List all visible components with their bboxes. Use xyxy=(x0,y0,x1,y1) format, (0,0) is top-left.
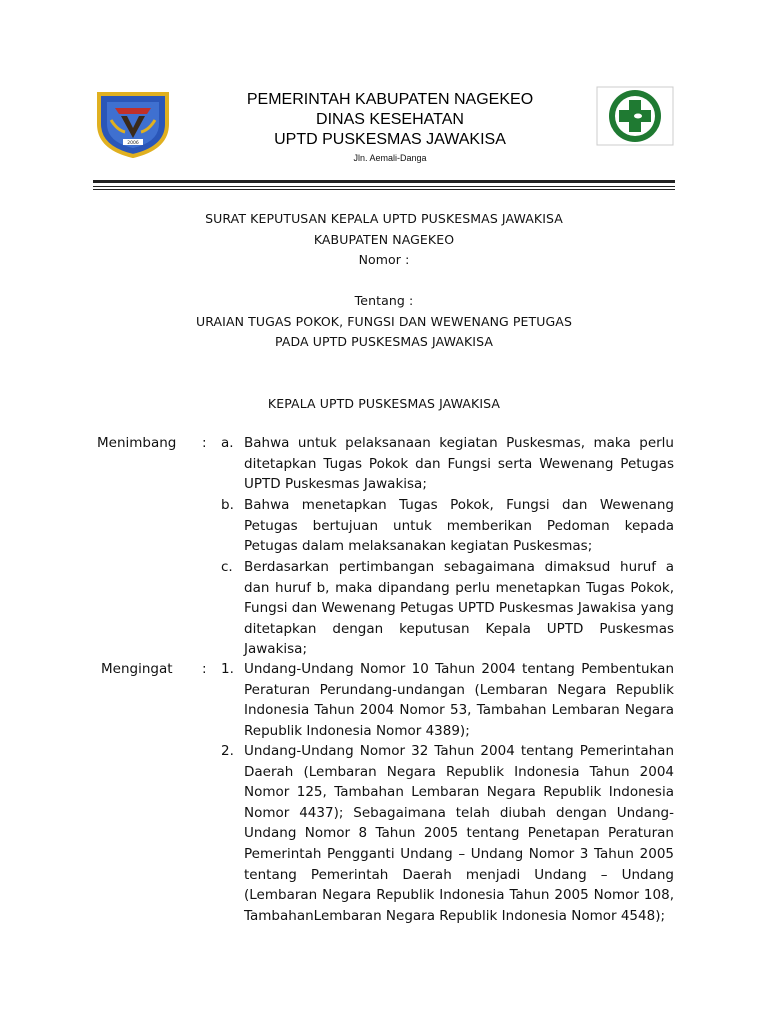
menimbang-item-c: Berdasarkan pertimbangan sebagaimana dimaksud huruf a dan huruf b, maka dipandang perlu menetapkan Tugas Pokok, Fungsi dan Wewenang Petugas UPTD Puskesmas Jawakisa yang ditetapkan dengan keputusan Kepala UPTD Puskesmas Jawakisa; xyxy=(244,559,674,658)
menimbang-marker-c: c. xyxy=(221,559,233,575)
mengingat-marker-1: 1. xyxy=(221,661,234,677)
menimbang-item-b: Bahwa menetapkan Tugas Pokok, Fungsi dan Wewenang Petugas bertujuan untuk memberikan Pedoman kepada Petugas dalam melaksanakan kegiatan Puskesmas; xyxy=(244,497,674,555)
mengingat-item-1: Undang-Undang Nomor 10 Tahun 2004 tentang Pembentukan Peraturan Perundang-undangan (Lembaran Negara Republik Indonesia Tahun 2004 Nomor 53, Tambahan Lembaran Negara Republik Indonesia Nomor 4389); xyxy=(244,661,674,739)
letterhead-department: DINAS KESEHATAN xyxy=(316,111,464,128)
menimbang-item-a: Bahwa untuk pelaksanaan kegiatan Puskesmas, maka perlu ditetapkan Tugas Pokok dan Fungsi serta Wewenang Petugas UPTD Puskesmas Jawakisa; xyxy=(244,435,674,493)
decree-issuer: KEPALA UPTD PUSKESMAS JAWAKISA xyxy=(267,396,501,411)
menimbang-marker-a: a. xyxy=(221,435,234,451)
logo-year-text: 2006 xyxy=(127,141,139,146)
decree-subject-line1: URAIAN TUGAS POKOK, FUNGSI DAN WEWENANG PETUGAS xyxy=(195,314,572,329)
decree-number: Nomor : xyxy=(358,252,410,267)
letterhead-rule-thin-2 xyxy=(93,189,675,190)
letterhead-rule-thin-1 xyxy=(93,186,675,187)
mengingat-colon: : xyxy=(202,661,207,677)
decree-subject-line2: PADA UPTD PUSKESMAS JAWAKISA xyxy=(275,334,493,349)
menimbang-colon: : xyxy=(202,435,207,451)
letterhead-address: Jln. Aemali-Danga xyxy=(353,153,427,163)
mengingat-label: Mengingat xyxy=(101,661,173,677)
decree-tentang: Tentang : xyxy=(354,293,414,308)
menimbang-label: Menimbang xyxy=(97,435,177,451)
letterhead-government: PEMERINTAH KABUPATEN NAGEKEO xyxy=(246,91,534,108)
mengingat-item-2: Undang-Undang Nomor 32 Tahun 2004 tentang Pemerintahan Daerah (Lembaran Negara Republik Indonesia Tahun 2004 Nomor 125, Tambahan Lembaran Negara Republik Indonesia Nomor 4437); Sebagaimana telah diubah dengan Undang-Undang Nomor 8 Tahun 2005 tentang Penetapan Peraturan Pemerintah Pengganti Undang – Undang Nomor 3 Tahun 2005 tentang Pemerintah Daerah menjadi Undang – Undang (Lembaran Negara Republik Indonesia Tahun 2005 Nomor 108, TambahanLembaran Negara Republik Indonesia Nomor 4548); xyxy=(244,743,674,924)
letterhead-rule-thick xyxy=(93,180,675,183)
decree-title: SURAT KEPUTUSAN KEPALA UPTD PUSKESMAS JAWAKISA xyxy=(205,211,563,226)
mengingat-marker-2: 2. xyxy=(221,743,234,759)
letterhead-unit: UPTD PUSKESMAS JAWAKISA xyxy=(274,131,506,148)
menimbang-marker-b: b. xyxy=(221,497,234,513)
health-service-logo xyxy=(596,86,674,146)
decree-regency: KABUPATEN NAGEKEO xyxy=(313,232,455,247)
